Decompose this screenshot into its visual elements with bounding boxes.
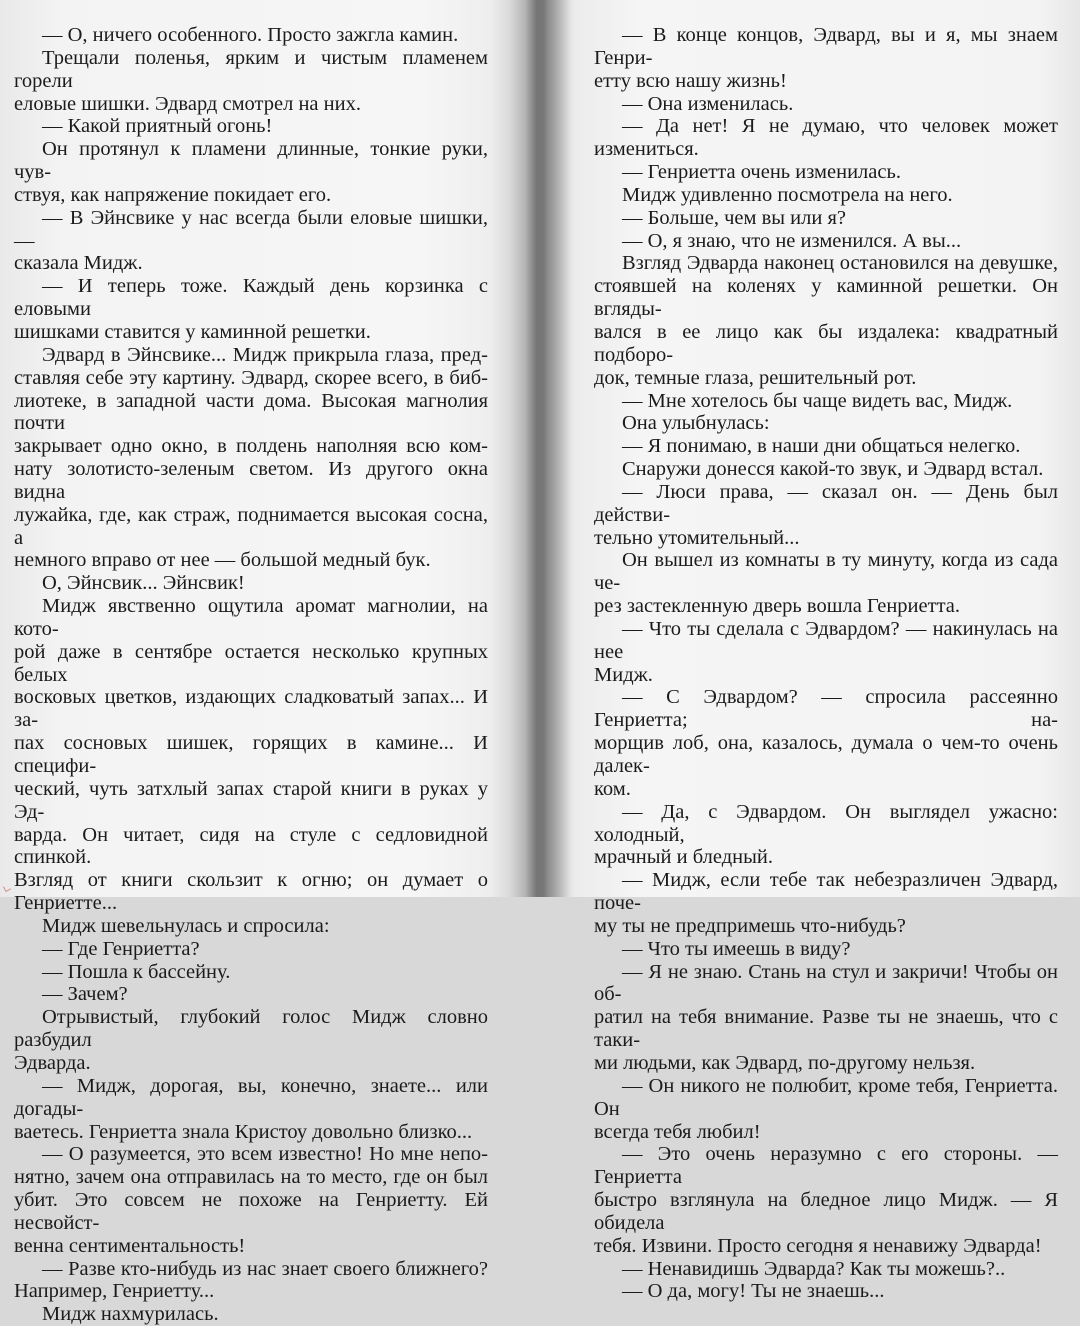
text-line: варда. Он читает, сидя на стуле с седловидной спинкой. — [14, 823, 488, 869]
text-line: етту всю нашу жизнь! — [594, 69, 787, 92]
text-line: немного вправо от нее — большой медный бук. — [14, 549, 431, 572]
text-line: пах сосновых шишек, горящих в камине... И специфи- — [14, 732, 488, 777]
text-line: тебя. Извини. Просто сегодня я ненавижу Эдварда! — [594, 1234, 1042, 1257]
book-gutter-shadow — [510, 0, 570, 897]
text-line: Взгляд от книги скользит к огню; он думает о Генриетте... — [14, 869, 488, 915]
left-page — [14, 0, 488, 1326]
text-line: — Это очень неразумно с его стороны. — Генриетта — [594, 1143, 1058, 1189]
text-line: — В конце концов, Эдвард, вы и я, мы знаем Генри- — [594, 24, 1058, 69]
text-line: — Где Генриетта? — [42, 937, 200, 960]
text-line: ческий, чуть затхлый запах старой книги в руках у Эд- — [14, 777, 488, 823]
text-line: Она улыбнулась: — [622, 412, 770, 435]
text-line: морщив лоб, она, казалось, думала о чем-то очень далек- — [594, 732, 1058, 777]
text-line: шишками ставится у каминной решетки. — [14, 320, 371, 343]
text-line: еловые шишки. Эдвард смотрел на них. — [14, 92, 361, 115]
text-line: лужайка, где, как страж, поднимается высокая сосна, а — [14, 503, 488, 549]
text-line: — О разумеется, это всем известно! Но мне непо- — [42, 1143, 488, 1166]
text-line: Мидж. — [594, 663, 653, 686]
text-line: ствуя, как напряжение покидает его. — [14, 183, 332, 206]
text-line: — Да нет! Я не думаю, что человек может измениться. — [594, 115, 1058, 161]
text-line: — Генриетта очень изменилась. — [622, 161, 901, 184]
text-line: закрывает одно окно, в полдень наполняя всю ком- — [14, 435, 488, 458]
text-line: Трещали поленья, ярким и чистым пламенем горели — [14, 46, 488, 92]
corner-mark — [3, 884, 11, 892]
text-line: — Он никого не полюбит, кроме тебя, Генриетта. Он — [594, 1074, 1058, 1120]
text-line: стоявшей на коленях у каминной решетки. Он вгляды- — [594, 275, 1058, 321]
text-line: Взгляд Эдварда наконец остановился на девушке, — [622, 252, 1058, 275]
text-line: — В Эйнсвике у нас всегда были еловые шишки, — — [14, 206, 488, 252]
text-line: мрачный и бледный. — [594, 846, 773, 869]
text-line: — О, я знаю, что не изменился. А вы... — [622, 229, 962, 252]
text-line: Эдвард в Эйнсвике... Мидж прикрыла глаза, пред- — [42, 343, 488, 366]
text-line: Мидж нахмурилась. — [42, 1303, 219, 1326]
text-line: быстро взглянула на бледное лицо Мидж. — Я обидела — [594, 1189, 1058, 1234]
text-line: му ты не предпримешь что-нибудь? — [594, 914, 906, 937]
text-line: ком. — [594, 777, 631, 800]
text-line: вался в ее лицо как бы издалека: квадратный подборо- — [594, 320, 1058, 366]
text-line: — О да, могу! Ты не знаешь... — [622, 1280, 885, 1303]
text-line: тельно утомительный... — [594, 526, 800, 549]
text-line: Он вышел из комнаты в ту минуту, когда из сада че- — [594, 549, 1058, 595]
text-line: — Что ты сделала с Эдвардом? — накинулась на нее — [594, 617, 1058, 663]
text-line: Эдварда. — [14, 1051, 91, 1074]
text-line: нату золотисто-зеленым светом. Из другого окна видна — [14, 458, 488, 503]
text-line: — Да, с Эдвардом. Он выглядел ужасно: холодный, — [594, 800, 1058, 846]
text-line: лиотеке, в западной части дома. Высокая магнолия почти — [14, 389, 488, 435]
text-line: — Пошла к бассейну. — [42, 960, 231, 983]
text-line: сказала Мидж. — [14, 252, 143, 275]
text-line: Отрывистый, глубокий голос Мидж словно разбудил — [14, 1006, 488, 1052]
text-line: — Разве кто-нибудь из нас знает своего ближнего? — [42, 1257, 488, 1280]
text-line: Мидж удивленно посмотрела на него. — [622, 183, 953, 206]
text-line: — С Эдвардом? — спросила рассеянно Генриетта; на- — [594, 686, 1058, 732]
text-line: — Она изменилась. — [622, 92, 794, 115]
text-line: всегда тебя любил! — [594, 1120, 761, 1143]
text-line: — И теперь тоже. Каждый день корзинка с еловыми — [14, 275, 488, 321]
text-line: — Больше, чем вы или я? — [622, 206, 846, 229]
text-line: — О, ничего особенного. Просто зажгла камин. — [42, 24, 459, 46]
text-line: — Зачем? — [42, 983, 128, 1006]
text-line: ваетесь. Генриетта знала Кристоу довольно близко... — [14, 1120, 473, 1143]
text-line: Снаружи донесся какой-то звук, и Эдвард встал. — [622, 458, 1044, 481]
text-line: — Люси права, — сказал он. — День был действи- — [594, 480, 1058, 526]
text-line: ми людьми, как Эдвард, по-другому нельзя. — [594, 1051, 976, 1074]
text-line: рез застекленную дверь вошла Генриетта. — [594, 595, 961, 618]
text-line: — Я не знаю. Стань на стул и закричи! Чтобы он об- — [594, 960, 1058, 1006]
text-line: — Ненавидишь Эдварда? Как ты можешь?.. — [622, 1257, 1006, 1280]
text-line: — Что ты имеешь в виду? — [622, 937, 851, 960]
right-page — [594, 0, 1058, 1303]
text-line: — Мидж, дорогая, вы, конечно, знаете... или догады- — [14, 1074, 488, 1120]
text-line: — Какой приятный огонь! — [42, 115, 273, 138]
text-line: ставляя себе эту картину. Эдвард, скорее всего, в биб- — [14, 366, 488, 389]
text-line: нятно, зачем она отправилась на то место, где он был — [14, 1166, 488, 1189]
text-line: рой даже в сентябре остается несколько крупных белых — [14, 640, 488, 686]
text-line: восковых цветков, издающих сладковатый запах... И за- — [14, 686, 488, 732]
text-line: убит. Это совсем не похоже на Генриетту. Ей несвойст- — [14, 1189, 488, 1234]
text-line: Мидж шевельнулась и спросила: — [42, 914, 330, 937]
text-line: Например, Генриетту... — [14, 1280, 215, 1303]
text-line: ратил на тебя внимание. Разве ты не знаешь, что с таки- — [594, 1006, 1058, 1052]
text-line: док, темные глаза, решительный рот. — [594, 366, 917, 389]
text-line: — Мне хотелось бы чаще видеть вас, Мидж. — [622, 389, 1013, 412]
text-line: О, Эйнсвик... Эйнсвик! — [42, 572, 245, 595]
text-line: венна сентиментальность! — [14, 1234, 246, 1257]
text-line: Он протянул к пламени длинные, тонкие руки, чув- — [14, 138, 488, 184]
text-line: — Мидж, если тебе так небезразличен Эдвард, поче- — [594, 869, 1058, 915]
text-line: Мидж явственно ощутила аромат магнолии, на кото- — [14, 595, 488, 640]
text-line: — Я понимаю, в наши дни общаться нелегко. — [622, 435, 1021, 458]
